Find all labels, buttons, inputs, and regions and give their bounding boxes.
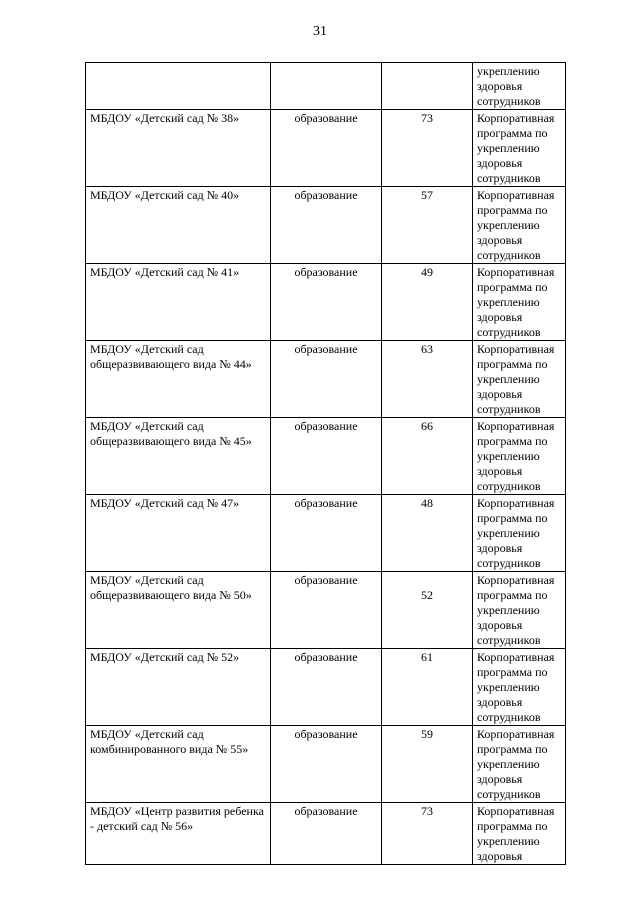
table-row-continued — [86, 63, 566, 110]
count-cell: 66 — [382, 418, 473, 495]
page-number: 31 — [313, 24, 327, 39]
program-cell: Корпоративная программа по укреплению здоровья сотрудников — [473, 418, 566, 495]
sector-cell — [271, 63, 382, 110]
table-row — [86, 803, 566, 865]
org-cell: МБДОУ «Центр развития ребенка - детский сад № 56» — [86, 803, 271, 865]
table-row — [86, 110, 566, 187]
program-cell: укреплению здоровья сотрудников — [473, 63, 566, 110]
sector-cell: образование — [271, 110, 382, 187]
sector-cell: образование — [271, 803, 382, 865]
org-cell: МБДОУ «Детский сад общеразвивающего вида № 50» — [86, 572, 271, 649]
organizations-table — [85, 62, 566, 865]
org-cell: МБДОУ «Детский сад общеразвивающего вида № 45» — [86, 418, 271, 495]
org-cell — [86, 63, 271, 110]
sector-cell: образование — [271, 495, 382, 572]
org-cell: МБДОУ «Детский сад № 41» — [86, 264, 271, 341]
sector-cell: образование — [271, 187, 382, 264]
table-row — [86, 418, 566, 495]
org-cell: МБДОУ «Детский сад № 40» — [86, 187, 271, 264]
program-cell: Корпоративная программа по укреплению здоровья сотрудников — [473, 495, 566, 572]
org-cell: МБДОУ «Детский сад комбинированного вида № 55» — [86, 726, 271, 803]
count-cell: 57 — [382, 187, 473, 264]
count-cell: 73 — [382, 110, 473, 187]
program-cell: Корпоративная программа по укреплению здоровья сотрудников — [473, 649, 566, 726]
count-cell: 61 — [382, 649, 473, 726]
sector-cell: образование — [271, 341, 382, 418]
program-cell: Корпоративная программа по укреплению здоровья сотрудников — [473, 572, 566, 649]
table-row — [86, 726, 566, 803]
table-row — [86, 649, 566, 726]
count-cell: 52 — [382, 572, 473, 649]
org-cell: МБДОУ «Детский сад общеразвивающего вида № 44» — [86, 341, 271, 418]
count-cell: 63 — [382, 341, 473, 418]
program-cell: Корпоративная программа по укреплению здоровья сотрудников — [473, 187, 566, 264]
count-cell — [382, 63, 473, 110]
table-row — [86, 264, 566, 341]
program-cell: Корпоративная программа по укреплению здоровья сотрудников — [473, 341, 566, 418]
program-cell: Корпоративная программа по укреплению здоровья сотрудников — [473, 726, 566, 803]
program-cell: Корпоративная программа по укреплению здоровья — [473, 803, 566, 865]
table-row — [86, 495, 566, 572]
count-cell: 48 — [382, 495, 473, 572]
table-row — [86, 187, 566, 264]
sector-cell: образование — [271, 649, 382, 726]
count-cell: 73 — [382, 803, 473, 865]
org-cell: МБДОУ «Детский сад № 38» — [86, 110, 271, 187]
table-row — [86, 572, 566, 649]
org-cell: МБДОУ «Детский сад № 47» — [86, 495, 271, 572]
sector-cell: образование — [271, 418, 382, 495]
table-row — [86, 341, 566, 418]
count-cell: 59 — [382, 726, 473, 803]
sector-cell: образование — [271, 264, 382, 341]
sector-cell: образование — [271, 572, 382, 649]
org-cell: МБДОУ «Детский сад № 52» — [86, 649, 271, 726]
count-cell: 49 — [382, 264, 473, 341]
program-cell: Корпоративная программа по укреплению здоровья сотрудников — [473, 110, 566, 187]
program-cell: Корпоративная программа по укреплению здоровья сотрудников — [473, 264, 566, 341]
sector-cell: образование — [271, 726, 382, 803]
